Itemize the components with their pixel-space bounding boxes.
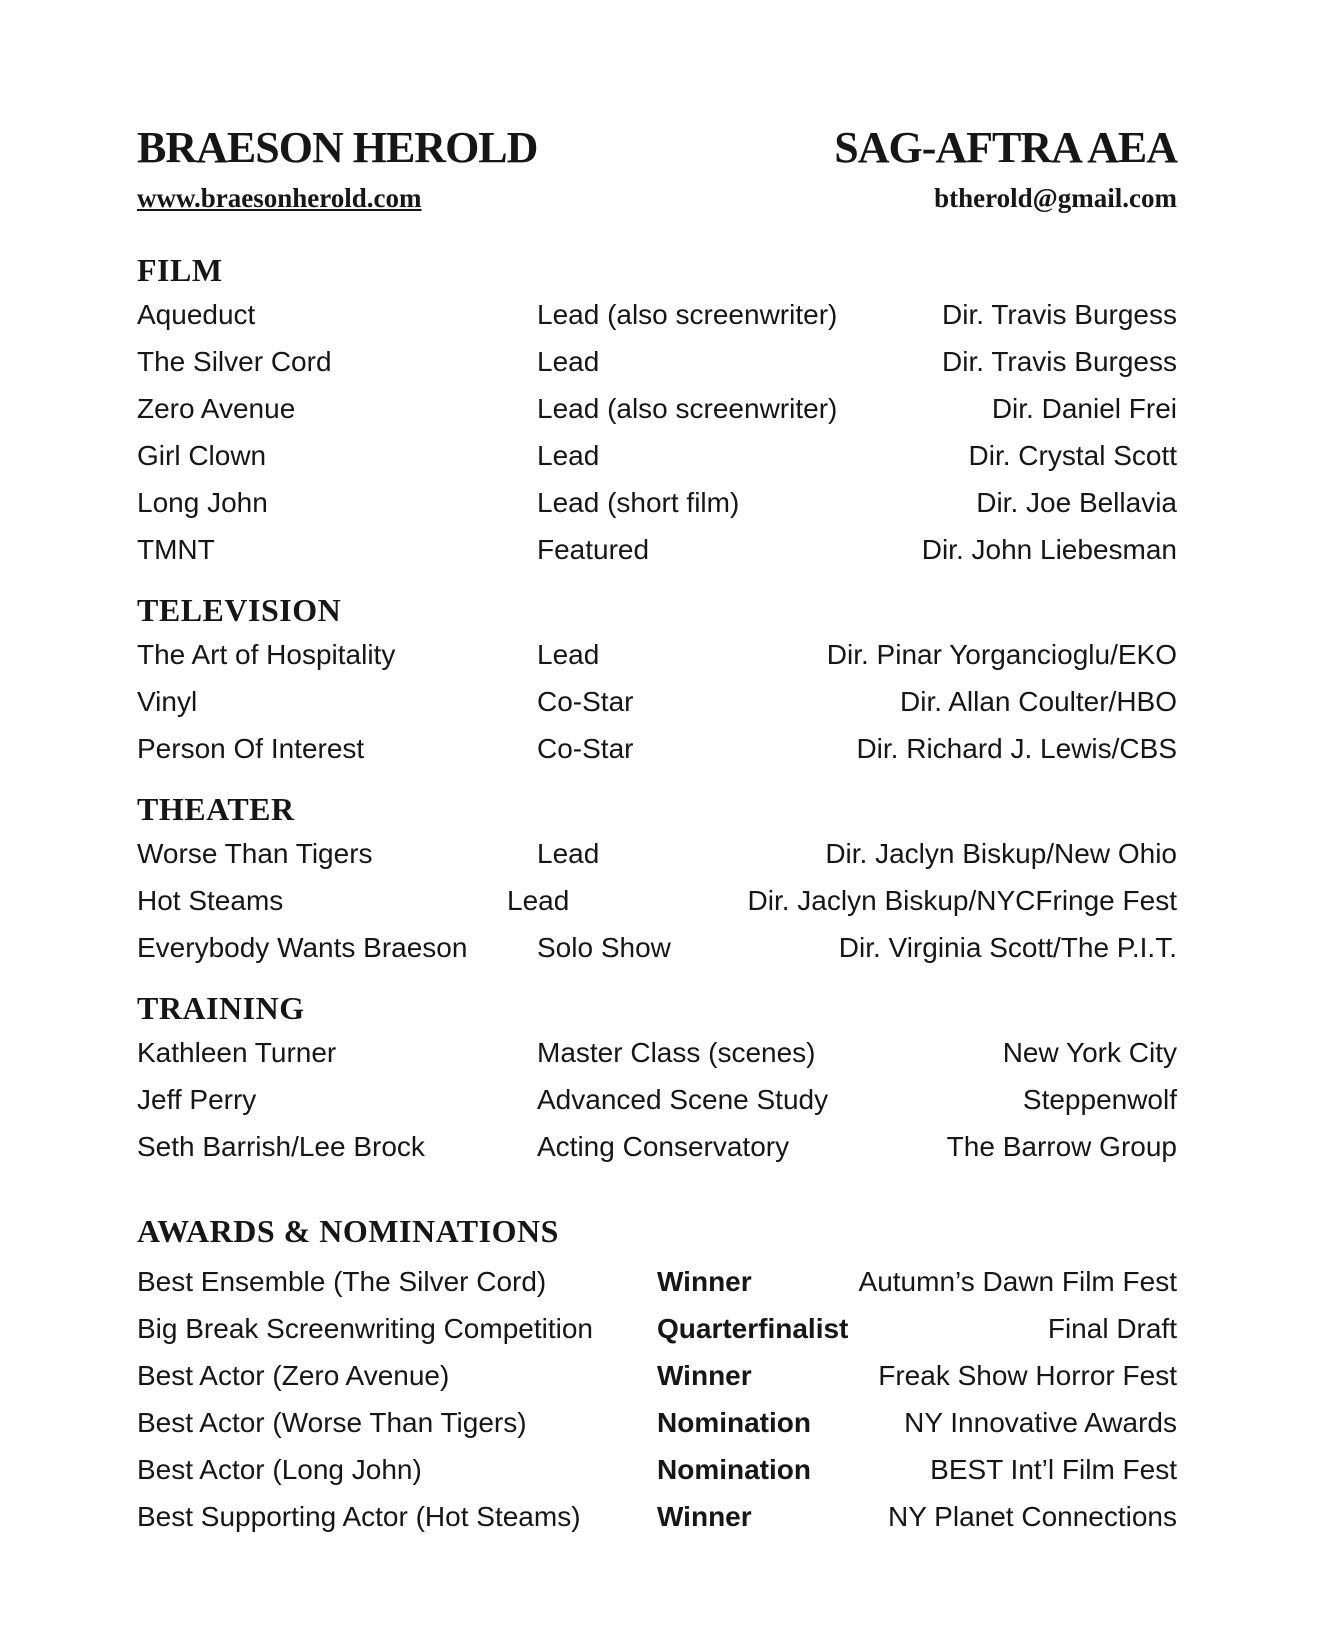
section-title-awards: AWARDS & NOMINATIONS <box>137 1213 559 1249</box>
award-name: Best Actor (Long John) <box>137 1453 422 1485</box>
role: Lead <box>537 345 600 377</box>
award-result: Nomination <box>657 1406 811 1438</box>
credit: Dir. Virginia Scott/The P.I.T. <box>838 931 1177 963</box>
role: Lead (also screenwriter) <box>537 392 838 424</box>
festival: NY Innovative Awards <box>904 1406 1177 1438</box>
credit: Dir. Travis Burgess <box>942 345 1177 377</box>
list-item <box>137 1305 1177 1352</box>
project-title: Vinyl <box>137 685 198 717</box>
list-item <box>137 291 1177 338</box>
teacher: Kathleen Turner <box>137 1036 337 1068</box>
list-item <box>137 1123 1177 1170</box>
list-item <box>137 1399 1177 1446</box>
list-item <box>137 830 1177 877</box>
television-list <box>137 631 1177 772</box>
list-item <box>137 1076 1177 1123</box>
resume-page <box>137 122 1177 1540</box>
list-item <box>137 678 1177 725</box>
list-item <box>137 432 1177 479</box>
credit: Dir. Crystal Scott <box>968 439 1177 471</box>
list-item <box>137 924 1177 971</box>
website-link[interactable]: www.braesonherold.com <box>137 183 422 213</box>
project-title: Long John <box>137 486 268 518</box>
credit: Dir. Jaclyn Biskup/NYCFringe Fest <box>747 884 1177 916</box>
award-result: Winner <box>657 1500 752 1532</box>
project-title: Zero Avenue <box>137 392 296 424</box>
list-item <box>137 1446 1177 1493</box>
list-item <box>137 631 1177 678</box>
award-result: Winner <box>657 1265 752 1297</box>
role: Lead <box>537 638 600 670</box>
teacher: Seth Barrish/Lee Brock <box>137 1130 425 1162</box>
project-title: The Silver Cord <box>137 345 332 377</box>
project-title: TMNT <box>137 533 215 565</box>
festival: Autumn’s Dawn Film Fest <box>858 1265 1177 1297</box>
training-list <box>137 1029 1177 1170</box>
location: Steppenwolf <box>1022 1083 1177 1115</box>
role: Solo Show <box>537 931 671 963</box>
role: Lead <box>537 439 600 471</box>
teacher: Jeff Perry <box>137 1083 257 1115</box>
header-row <box>137 122 1177 177</box>
film-list <box>137 291 1177 573</box>
section-title-training: TRAINING <box>137 990 305 1026</box>
festival: Freak Show Horror Fest <box>878 1359 1177 1391</box>
credit: Dir. Richard J. Lewis/CBS <box>856 732 1177 764</box>
role: Co-Star <box>537 732 634 764</box>
email-address: btherold@gmail.com <box>934 183 1177 213</box>
section-title-television: TELEVISION <box>137 592 342 628</box>
project-title: The Art of Hospitality <box>137 638 396 670</box>
location: The Barrow Group <box>946 1130 1177 1162</box>
project-title: Worse Than Tigers <box>137 837 373 869</box>
section-title-film: FILM <box>137 252 223 288</box>
list-item <box>137 526 1177 573</box>
section-title-theater: THEATER <box>137 791 295 827</box>
award-result: Nomination <box>657 1453 811 1485</box>
festival: NY Planet Connections <box>888 1500 1177 1532</box>
list-item <box>137 1493 1177 1540</box>
festival: Final Draft <box>1047 1312 1177 1344</box>
list-item <box>137 1258 1177 1305</box>
role: Co-Star <box>537 685 634 717</box>
credit: Dir. Jaclyn Biskup/New Ohio <box>825 837 1177 869</box>
theater-list <box>137 830 1177 971</box>
credit: Dir. Joe Bellavia <box>976 486 1177 518</box>
credit: Dir. Daniel Frei <box>991 392 1177 424</box>
union-affiliations: SAG-AFTRA AEA <box>834 123 1177 172</box>
role: Lead <box>537 837 600 869</box>
list-item <box>137 1352 1177 1399</box>
award-result: Quarterfinalist <box>657 1312 849 1344</box>
credit: Dir. Pinar Yorgancioglu/EKO <box>826 638 1177 670</box>
list-item <box>137 385 1177 432</box>
award-result: Winner <box>657 1359 752 1391</box>
project-title: Hot Steams <box>137 884 284 916</box>
course: Master Class (scenes) <box>537 1036 816 1068</box>
list-item <box>137 725 1177 772</box>
credit: Dir. Allan Coulter/HBO <box>900 685 1177 717</box>
actor-name: BRAESON HEROLD <box>137 123 538 172</box>
role: Lead (short film) <box>537 486 740 518</box>
awards-list <box>137 1258 1177 1540</box>
project-title: Aqueduct <box>137 298 256 330</box>
location: New York City <box>1002 1036 1177 1068</box>
credit: Dir. Travis Burgess <box>942 298 1177 330</box>
award-name: Best Ensemble (The Silver Cord) <box>137 1265 547 1297</box>
award-name: Best Supporting Actor (Hot Steams) <box>137 1500 581 1532</box>
project-title: Person Of Interest <box>137 732 365 764</box>
award-name: Best Actor (Worse Than Tigers) <box>137 1406 527 1438</box>
role: Lead (also screenwriter) <box>537 298 838 330</box>
list-item <box>137 338 1177 385</box>
list-item <box>137 479 1177 526</box>
credit: Dir. John Liebesman <box>921 533 1177 565</box>
project-title: Girl Clown <box>137 439 267 471</box>
project-title: Everybody Wants Braeson <box>137 931 468 963</box>
award-name: Big Break Screenwriting Competition <box>137 1312 593 1344</box>
course: Advanced Scene Study <box>537 1083 829 1115</box>
festival: BEST Int’l Film Fest <box>930 1453 1177 1485</box>
list-item <box>137 1029 1177 1076</box>
contact-row <box>137 183 1177 233</box>
role: Featured <box>537 533 650 565</box>
list-item <box>137 877 1177 924</box>
role: Lead <box>507 884 570 916</box>
course: Acting Conservatory <box>537 1130 790 1162</box>
award-name: Best Actor (Zero Avenue) <box>137 1359 450 1391</box>
